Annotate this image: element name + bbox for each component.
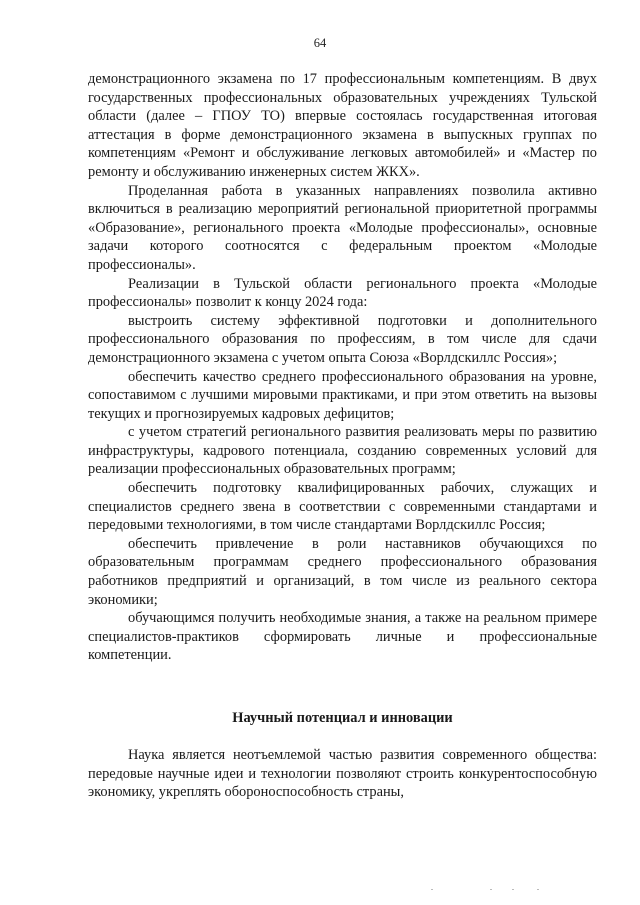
- paragraph: Реализации в Тульской области регионального проекта «Молодые профессионалы» позволит к концу 2024 года:: [88, 275, 597, 311]
- paragraph: Проделанная работа в указанных направлениях позволила активно включиться в реализацию мероприятий региональной приоритетной программы «Образование», регионального проекта «Молодые профессионалы», основные задачи которого соотносятся с федеральным проектом «Молодые профессионалы».: [88, 182, 597, 273]
- list-item: обеспечить привлечение в роли наставников обучающихся по образовательным программам среднего профессионального образования работников предприятий и организаций, в том числе из реального сектора экономики;: [88, 535, 597, 608]
- list-item: с учетом стратегий регионального развития реализовать меры по развитию инфраструктуры, кадрового потенциала, созданию современных условий для реализации профессиональных образовательных программ;: [88, 424, 597, 478]
- scan-speck: [512, 889, 514, 890]
- list-item: выстроить систему эффективной подготовки и дополнительного профессионального образования по профессиям, в том числе для сдачи демонстрационного экзамена с учетом опыта Союза «Ворлдскиллс Россия»;: [88, 312, 597, 366]
- list-item: обучающимся получить необходимые знания, а также на реальном примере специалистов-практиков сформировать личные и профессиональные компетенции.: [88, 610, 597, 664]
- scan-speck: [431, 889, 433, 890]
- section-heading: Научный потенциал и инновации: [232, 710, 453, 726]
- scan-speck: [537, 889, 539, 890]
- paragraph-continuation: демонстрационного экзамена по 17 профессиональным компетенциям. В двух государственных профессиональных образовательных учреждениях Тульской области (далее – ГПОУ ТО) впервые состоялась государственная итоговая аттестация в форме демонстрационного экзамена в выпускных группах по компетенциям «Ремонт и обслуживание легковых автомобилей» и «Мастер по ремонту и обслуживанию инженерных систем ЖКХ».: [88, 71, 597, 180]
- page-number: 64: [313, 36, 327, 50]
- scan-speck: [490, 889, 492, 890]
- list-item: обеспечить подготовку квалифицированных рабочих, служащих и специалистов среднего звена в соответствии с современными стандартами и передовыми технологиями, в том числе стандартами Ворлдскиллс Россия;: [88, 480, 597, 534]
- body-text: [88, 70, 597, 665]
- section-body: [88, 746, 597, 802]
- list-item: обеспечить качество среднего профессионального образования на уровне, сопоставимом с лучшими мировыми практиками, и при этом ответить на вызовы текущих и прогнозируемых кадровых дефицитов;: [88, 368, 597, 422]
- paragraph: Наука является неотъемлемой частью развития современного общества: передовые научные идеи и технологии позволяют строить конкурентоспособную экономику, укреплять обороноспособность страны,: [88, 747, 597, 801]
